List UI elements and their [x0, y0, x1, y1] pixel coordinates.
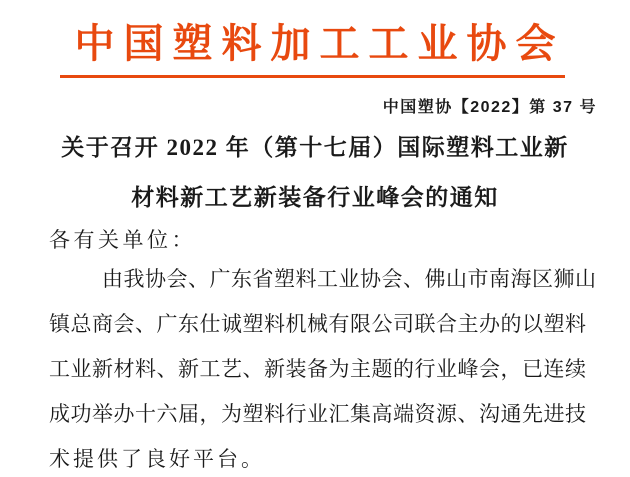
organization-masthead: 中国塑料加工工业协会 [74, 21, 565, 66]
document-title [40, 123, 590, 223]
paragraph-line: 工业新材料、新工艺、新装备为主题的行业峰会，已连续 [49, 357, 587, 381]
body-paragraph [49, 257, 597, 477]
salutation: 各有关单位： [49, 228, 196, 252]
document-number: 中国塑协【2022】第 37 号 [382, 99, 597, 116]
paragraph-line: 成功举办十六届，为塑料行业汇集高端资源、沟通先进技 [49, 402, 587, 426]
masthead-divider-rule [60, 75, 565, 78]
paragraph-line: 镇总商会、广东仕诚塑料机械有限公司联合主办的以塑料 [49, 312, 587, 336]
paragraph-line: 术提供了良好平台。 [49, 447, 265, 471]
paragraph-line: 由我协会、广东省塑料工业协会、佛山市南海区狮山 [102, 267, 597, 291]
document-title-line-1: 关于召开 2022 年（第十七届）国际塑料工业新 [61, 135, 569, 160]
document-title-line-2: 材料新工艺新装备行业峰会的通知 [131, 185, 499, 210]
